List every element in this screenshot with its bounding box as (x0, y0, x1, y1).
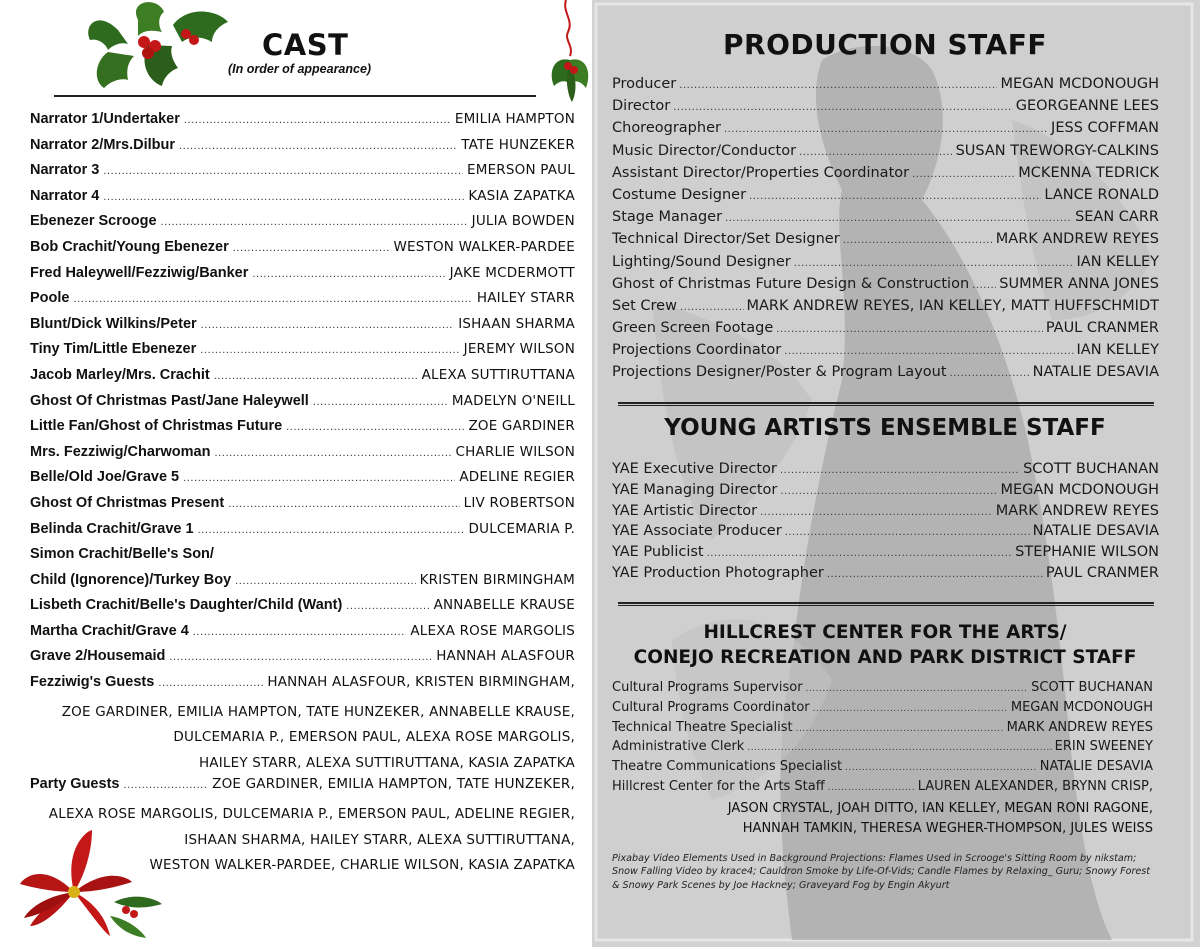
leader-dots (749, 191, 1041, 202)
cast-role: Narrator 3 (30, 162, 100, 179)
staff-name: SUSAN TREWORGY-CALKINS (955, 142, 1159, 159)
staff-row (612, 187, 1159, 209)
staff-row (612, 461, 1159, 482)
staff-name: IAN KELLEY (1076, 253, 1159, 270)
cast-role: Belinda Crachit/Grave 1 (30, 520, 194, 537)
cast-role: Party Guests (30, 776, 120, 793)
staff-row (612, 276, 1159, 298)
cast-role: Bob Crachit/Young Ebenezer (30, 238, 229, 255)
cast-actor: DULCEMARIA P. (468, 520, 575, 537)
staff-name: MARK ANDREW REYES (1006, 719, 1153, 735)
staff-row (612, 759, 1153, 779)
cast-actor: ZOE GARDINER (468, 418, 575, 435)
staff-row (612, 143, 1159, 165)
cast-actor: ANNABELLE KRAUSE (433, 597, 575, 614)
staff-name: MARK ANDREW REYES (995, 231, 1159, 248)
staff-role: YAE Executive Director (612, 461, 777, 477)
staff-role: Set Crew (612, 297, 677, 314)
staff-role: Choreographer (612, 120, 721, 137)
cast-row (30, 290, 575, 316)
staff-row (612, 739, 1153, 759)
staff-role: Hillcrest Center for the Arts Staff (612, 778, 825, 794)
staff-row (612, 320, 1159, 342)
staff-role: Ghost of Christmas Future Design & Construction (612, 275, 970, 292)
cast-role: Mrs. Fezziwig/Charwoman (30, 443, 211, 460)
holly-icon (78, 0, 238, 90)
staff-name: LANCE RONALD (1044, 186, 1159, 203)
cast-actor: HAILEY STARR (476, 290, 575, 307)
leader-dots (169, 651, 432, 663)
staff-row (612, 503, 1159, 524)
hillcrest-staff-heading (592, 620, 1178, 670)
cast-actor: CHARLIE WILSON (455, 443, 575, 460)
cast-row (30, 418, 575, 444)
staff-row (612, 523, 1159, 544)
leader-dots (158, 677, 263, 689)
leader-dots (785, 527, 1030, 538)
production-staff-list (612, 76, 1159, 387)
leader-dots (184, 114, 451, 126)
staff-name: STEPHANIE WILSON (1015, 544, 1159, 561)
cast-actor: ALEXA SUTTIRUTTANA (421, 366, 575, 383)
staff-row (612, 565, 1159, 586)
staff-row (612, 544, 1159, 565)
leader-dots (161, 216, 468, 228)
staff-role: Theatre Communications Specialist (612, 759, 843, 775)
leader-dots (214, 447, 451, 459)
cast-actor-continued: ZOE GARDINER, EMILIA HAMPTON, TATE HUNZEKER, ANNABELLE KRAUSE, (61, 703, 575, 720)
cast-actor-continued: ALEXA ROSE MARGOLIS, DULCEMARIA P., EMERSON PAUL, ADELINE REGIER, (48, 806, 575, 823)
cast-actor-continued: ISHAAN SHARMA, HAILEY STARR, ALEXA SUTTIRUTTANA, (184, 831, 575, 848)
cast-role: Belle/Old Joe/Grave 5 (30, 469, 180, 486)
cast-row (30, 776, 575, 802)
cast-row (30, 162, 575, 188)
staff-name: SUMMER ANNA JONES (999, 275, 1159, 292)
staff-name: NATALIE DESAVIA (1032, 523, 1159, 540)
leader-dots (725, 213, 1072, 224)
cast-row (30, 265, 575, 291)
cast-role: Narrator 2/Mrs.Dilbur (30, 136, 176, 153)
cast-role: Tiny Tim/Little Ebenezer (30, 341, 197, 358)
cast-row (30, 393, 575, 419)
staff-name: IAN KELLEY (1076, 342, 1159, 359)
staff-name: GEORGEANNE LEES (1015, 98, 1159, 115)
hanging-ornament-icon (548, 0, 592, 104)
staff-row (612, 482, 1159, 503)
staff-name: NATALIE DESAVIA (1039, 759, 1153, 775)
cast-actor: JULIA BOWDEN (471, 213, 575, 230)
leader-dots (780, 486, 997, 497)
staff-role: Cultural Programs Coordinator (612, 699, 810, 715)
cast-actor: JAKE MCDERMOTT (449, 264, 575, 281)
cast-row (30, 444, 575, 470)
staff-row (612, 342, 1159, 364)
leader-dots (950, 368, 1030, 379)
staff-role: Producer (612, 76, 677, 92)
cast-divider (54, 95, 536, 97)
staff-page (592, 0, 1200, 947)
staff-row (612, 76, 1159, 98)
staff-role: Costume Designer (612, 186, 747, 203)
leader-dots (235, 575, 415, 587)
staff-row (612, 298, 1159, 320)
hillcrest-heading-line: HILLCREST CENTER FOR THE ARTS/ (703, 622, 1067, 643)
leader-dots (912, 169, 1015, 180)
leader-dots (673, 102, 1012, 113)
leader-dots (780, 465, 1020, 476)
leader-dots (799, 147, 952, 158)
cast-row (30, 495, 575, 521)
staff-name: PAUL CRANMER (1045, 564, 1159, 581)
cast-role: Child (Ignorence)/Turkey Boy (30, 571, 232, 588)
cast-role: Jacob Marley/Mrs. Crachit (30, 366, 210, 383)
cast-actor: JEREMY WILSON (463, 341, 575, 358)
cast-role: Martha Crachit/Grave 4 (30, 622, 189, 639)
staff-name: MARK ANDREW REYES (995, 502, 1159, 519)
leader-dots (193, 626, 407, 638)
cast-actor: HANNAH ALASFOUR, KRISTEN BIRMINGHAM, (267, 674, 575, 691)
staff-name: ERIN SWEENEY (1054, 739, 1153, 755)
staff-row (612, 680, 1153, 700)
cast-page (0, 0, 592, 947)
cast-actor: ISHAAN SHARMA (458, 315, 575, 332)
cast-actor: MADELYN O'NEILL (451, 392, 575, 409)
staff-role: Administrative Clerk (612, 739, 745, 755)
staff-name: SCOTT BUCHANAN (1031, 680, 1153, 695)
cast-actor-continued: HAILEY STARR, ALEXA SUTTIRUTTANA, KASIA ZAPATKA (198, 754, 575, 771)
leader-dots (707, 548, 1013, 559)
cast-actor: EMILIA HAMPTON (454, 111, 575, 127)
hillcrest-heading-line: CONEJO RECREATION AND PARK DISTRICT STAFF (633, 647, 1137, 668)
leader-dots (179, 140, 457, 152)
staff-role: YAE Managing Director (612, 481, 778, 498)
cast-role: Grave 2/Housemaid (30, 648, 166, 665)
cast-row (30, 137, 575, 163)
leader-dots (183, 472, 455, 484)
staff-role: Cultural Programs Supervisor (612, 680, 803, 695)
cast-row (30, 111, 575, 137)
staff-name-continued: HANNAH TAMKIN, THERESA WEGHER-THOMPSON, JULES WEISS (742, 820, 1153, 836)
staff-row (612, 98, 1159, 120)
leader-dots (827, 569, 1043, 580)
staff-role: YAE Artistic Director (612, 502, 758, 519)
cast-row (30, 623, 575, 649)
leader-dots (776, 324, 1043, 335)
leader-dots (679, 80, 997, 91)
production-staff-heading: PRODUCTION STAFF (723, 28, 1047, 61)
cast-row (30, 521, 575, 547)
cast-subtitle: (In order of appearance) (228, 62, 372, 76)
staff-role: Stage Manager (612, 209, 723, 226)
leader-dots (813, 704, 1008, 714)
staff-name: JESS COFFMAN (1051, 120, 1159, 137)
staff-name: SCOTT BUCHANAN (1023, 461, 1159, 477)
cast-row (30, 572, 575, 598)
cast-actor: WESTON WALKER-PARDEE (393, 238, 575, 255)
staff-role: YAE Publicist (612, 544, 704, 561)
leader-dots (198, 524, 465, 536)
staff-row (612, 120, 1159, 142)
staff-row (612, 700, 1153, 720)
cast-role: Narrator 4 (30, 187, 100, 204)
cast-row (30, 546, 575, 572)
staff-name: SEAN CARR (1075, 209, 1159, 226)
leader-dots (972, 280, 996, 291)
yae-staff-heading: YOUNG ARTISTS ENSEMBLE STAFF (664, 415, 1106, 441)
staff-row (612, 165, 1159, 187)
cast-row (30, 213, 575, 239)
cast-list (30, 111, 575, 879)
video-credits: Pixabay Video Elements Used in Background Projections: Flames Used in Scrooge's Sitting Room by nikstam; Snow Falling Video by krace4; Cauldron Smoke by Life-Of-Vids; Candle Flames by Relaxing_ Guru; Snowy Forest & Snowy Park Scenes by Joe Hackney; Graveyard Fog by Engin Akyurt (612, 853, 1151, 891)
cast-role: Ghost Of Christmas Past/Jane Haleywell (30, 392, 309, 409)
staff-role: Projections Designer/Poster & Program Layout (612, 364, 947, 381)
leader-dots (233, 242, 390, 254)
leader-dots (747, 743, 1051, 753)
cast-title: CAST (262, 28, 349, 62)
leader-dots (103, 191, 464, 203)
leader-dots (794, 258, 1074, 269)
cast-actor: KASIA ZAPATKA (468, 187, 575, 204)
leader-dots (214, 370, 418, 382)
staff-role: Assistant Director/Properties Coordinator (612, 164, 910, 181)
cast-row (30, 469, 575, 495)
cast-actor: KRISTEN BIRMINGHAM (419, 571, 575, 588)
cast-row (30, 341, 575, 367)
cast-role: Fezziwig's Guests (30, 674, 155, 691)
yae-staff-list (612, 461, 1159, 586)
staff-row (612, 364, 1159, 386)
cast-role: Ghost Of Christmas Present (30, 494, 225, 511)
leader-dots (784, 346, 1073, 357)
cast-role: Little Fan/Ghost of Christmas Future (30, 418, 283, 435)
cast-row (30, 316, 575, 342)
cast-role: Ebenezer Scrooge (30, 213, 157, 230)
leader-dots (724, 124, 1048, 135)
staff-role: Technical Theatre Specialist (612, 719, 793, 735)
staff-row (612, 209, 1159, 231)
cast-actor: ZOE GARDINER, EMILIA HAMPTON, TATE HUNZEKER, (212, 776, 575, 793)
leader-dots (760, 507, 993, 518)
cast-role: Simon Crachit/Belle's Son/ (30, 546, 214, 563)
cast-actor: HANNAH ALASFOUR (436, 648, 575, 665)
staff-name: MCKENNA TEDRICK (1018, 164, 1159, 181)
cast-row (30, 188, 575, 214)
leader-dots (828, 783, 915, 793)
poinsettia-icon (14, 822, 164, 940)
cast-row (30, 367, 575, 393)
staff-role: Lighting/Sound Designer (612, 253, 791, 270)
leader-dots (200, 344, 459, 356)
cast-row (30, 597, 575, 623)
cast-actor: ALEXA ROSE MARGOLIS (410, 622, 575, 639)
leader-dots (228, 498, 459, 510)
cast-row (30, 674, 575, 700)
leader-dots (313, 396, 448, 408)
cast-actor: ADELINE REGIER (459, 469, 575, 486)
cast-role: Lisbeth Crachit/Belle's Daughter/Child (Want) (30, 597, 343, 614)
staff-role: Technical Director/Set Designer (612, 231, 840, 248)
staff-role: Projections Coordinator (612, 342, 782, 359)
staff-row (612, 720, 1153, 740)
staff-content (592, 0, 1200, 947)
cast-actor-continued: WESTON WALKER-PARDEE, CHARLIE WILSON, KASIA ZAPATKA (149, 857, 575, 874)
cast-role: Fred Haleywell/Fezziwig/Banker (30, 264, 249, 281)
cast-actor: TATE HUNZEKER (461, 136, 575, 153)
staff-role: YAE Associate Producer (612, 523, 782, 540)
staff-role: Music Director/Conductor (612, 142, 797, 159)
cast-actor-continued: DULCEMARIA P., EMERSON PAUL, ALEXA ROSE MARGOLIS, (173, 729, 575, 746)
staff-name: MEGAN MCDONOUGH (1000, 481, 1159, 498)
cast-role: Blunt/Dick Wilkins/Peter (30, 315, 197, 332)
leader-dots (796, 724, 1004, 734)
staff-role: Green Screen Footage (612, 320, 774, 337)
staff-name: PAUL CRANMER (1045, 320, 1159, 337)
leader-dots (806, 684, 1029, 694)
leader-dots (103, 165, 463, 177)
leader-dots (843, 235, 993, 246)
leader-dots (680, 302, 744, 313)
staff-role: Director (612, 98, 671, 115)
cast-row (30, 239, 575, 265)
staff-name: MEGAN MCDONOUGH (1010, 699, 1153, 715)
section-divider (618, 602, 1154, 606)
leader-dots (346, 600, 429, 612)
staff-row (612, 231, 1159, 253)
hillcrest-staff-list (612, 680, 1153, 838)
staff-name: MARK ANDREW REYES, IAN KELLEY, MATT HUFFSCHMIDT (746, 297, 1159, 314)
cast-role: Narrator 1/Undertaker (30, 111, 180, 127)
staff-name-continued: JASON CRYSTAL, JOAH DITTO, IAN KELLEY, MEGAN RONI RAGONE, (727, 800, 1153, 816)
staff-row (612, 254, 1159, 276)
leader-dots (845, 763, 1037, 773)
leader-dots (252, 268, 445, 280)
cast-row (30, 648, 575, 674)
leader-dots (286, 421, 464, 433)
leader-dots (123, 779, 208, 791)
cast-role: Poole (30, 290, 70, 307)
cast-actor: EMERSON PAUL (467, 162, 575, 179)
staff-name: MEGAN MCDONOUGH (1000, 76, 1159, 92)
staff-name: LAUREN ALEXANDER, BRYNN CRISP, (917, 778, 1153, 794)
cast-actor: LIV ROBERTSON (463, 494, 575, 511)
staff-row (612, 779, 1153, 799)
staff-role: YAE Production Photographer (612, 564, 824, 581)
leader-dots (201, 319, 455, 331)
section-divider (618, 402, 1154, 406)
leader-dots (73, 293, 472, 305)
staff-name: NATALIE DESAVIA (1032, 364, 1159, 381)
